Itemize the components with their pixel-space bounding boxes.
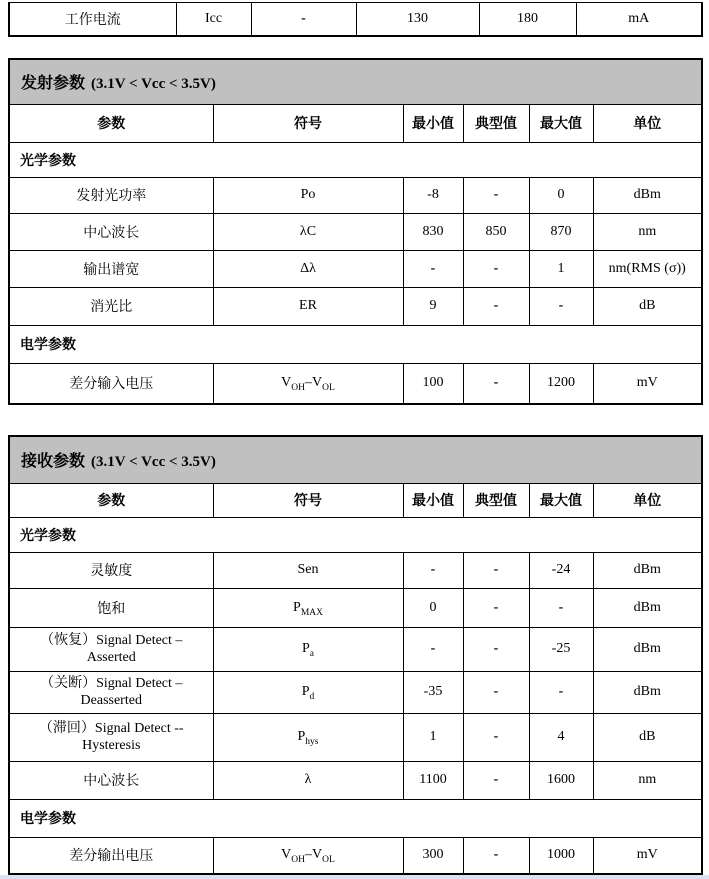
typ-cell: -: [463, 552, 529, 588]
unit-cell: dBm: [593, 177, 702, 213]
table-title: [9, 436, 702, 483]
col-header-min: 最小值: [403, 483, 463, 517]
col-header-typ: 典型值: [463, 483, 529, 517]
max-cell: 1000: [529, 837, 593, 874]
table-title-text: 接收参数: [21, 453, 86, 471]
max-cell: -: [529, 287, 593, 325]
param-cell: 饱和: [9, 588, 213, 627]
typ-cell: -: [463, 627, 529, 671]
section-row: [9, 799, 702, 837]
table-row: [9, 3, 702, 36]
symbol-cell: λ: [213, 761, 403, 799]
min-cell: 100: [403, 363, 463, 404]
table-title-row: [9, 436, 702, 483]
typ-cell: 130: [356, 3, 479, 36]
min-cell: 0: [403, 588, 463, 627]
table-title-condition: (3.1V < Vcc < 3.5V): [91, 76, 216, 93]
min-cell: 1: [403, 713, 463, 761]
symbol-cell: λC: [213, 213, 403, 250]
symbol-cell: Po: [213, 177, 403, 213]
col-header-symbol: 符号: [213, 483, 403, 517]
max-cell: 4: [529, 713, 593, 761]
col-header-max: 最大值: [529, 104, 593, 142]
max-cell: -: [529, 588, 593, 627]
section-row: [9, 142, 702, 177]
param-cell: 中心波长: [9, 761, 213, 799]
unit-cell: mV: [593, 363, 702, 404]
max-cell: 1600: [529, 761, 593, 799]
tx-table: [8, 58, 703, 405]
col-header-symbol: 符号: [213, 104, 403, 142]
unit-cell: mV: [593, 837, 702, 874]
table-title-row: [9, 59, 702, 104]
symbol-cell: $P_{hys}$: [213, 713, 403, 761]
symbol-cell: $P_{MAX}$: [213, 588, 403, 627]
table-row: [9, 250, 702, 287]
table-row: [9, 627, 702, 671]
param-cell: 输出谱宽: [9, 250, 213, 287]
param-cell: 发射光功率: [9, 177, 213, 213]
max-cell: 1200: [529, 363, 593, 404]
param-cell: 消光比: [9, 287, 213, 325]
min-cell: 1100: [403, 761, 463, 799]
unit-cell: dBm: [593, 627, 702, 671]
param-cell: （恢复）Signal Detect – Asserted: [9, 627, 213, 671]
min-cell: 300: [403, 837, 463, 874]
typ-cell: -: [463, 671, 529, 713]
typ-cell: -: [463, 713, 529, 761]
rx-table: [8, 435, 703, 875]
unit-cell: mA: [576, 3, 702, 36]
symbol-cell: ER: [213, 287, 403, 325]
param-cell: 工作电流: [9, 3, 176, 36]
unit-cell: nm: [593, 213, 702, 250]
typ-cell: 850: [463, 213, 529, 250]
max-cell: -25: [529, 627, 593, 671]
param-cell: 中心波长: [9, 213, 213, 250]
max-cell: 1: [529, 250, 593, 287]
typ-cell: -: [463, 287, 529, 325]
min-cell: 9: [403, 287, 463, 325]
param-cell: 差分输出电压: [9, 837, 213, 874]
table-row: [9, 671, 702, 713]
unit-cell: dBm: [593, 671, 702, 713]
col-header-param: 参数: [9, 483, 213, 517]
param-cell: 灵敏度: [9, 552, 213, 588]
typ-cell: -: [463, 177, 529, 213]
table-row: [9, 761, 702, 799]
section-electrical: 电学参数: [9, 325, 702, 363]
col-header-min: 最小值: [403, 104, 463, 142]
section-row: [9, 517, 702, 552]
table-row: [9, 287, 702, 325]
col-header-unit: 单位: [593, 104, 702, 142]
min-cell: -: [251, 3, 356, 36]
table-row: [9, 177, 702, 213]
max-cell: -24: [529, 552, 593, 588]
min-cell: -8: [403, 177, 463, 213]
unit-cell: dBm: [593, 588, 702, 627]
table-title: [9, 59, 702, 104]
param-cell: （关断）Signal Detect – Deasserted: [9, 671, 213, 713]
section-optical: 光学参数: [9, 517, 702, 552]
unit-cell: dB: [593, 713, 702, 761]
table-row: [9, 713, 702, 761]
symbol-cell: $V_{OH}-V_{OL}$: [213, 363, 403, 404]
table-row: [9, 552, 702, 588]
symbol-cell: $P_a$: [213, 627, 403, 671]
section-electrical: 电学参数: [9, 799, 702, 837]
param-cell: （滞回）Signal Detect -- Hysteresis: [9, 713, 213, 761]
col-header-max: 最大值: [529, 483, 593, 517]
max-cell: 0: [529, 177, 593, 213]
section-row: [9, 325, 702, 363]
header-row: [9, 104, 702, 142]
top-table: [8, 2, 703, 37]
unit-cell: dB: [593, 287, 702, 325]
table-row: [9, 363, 702, 404]
typ-cell: -: [463, 761, 529, 799]
section-optical: 光学参数: [9, 142, 702, 177]
table-row: [9, 837, 702, 874]
min-cell: -: [403, 627, 463, 671]
symbol-cell: Sen: [213, 552, 403, 588]
bottom-page-strip: [0, 875, 709, 879]
header-row: [9, 483, 702, 517]
col-header-typ: 典型值: [463, 104, 529, 142]
col-header-unit: 单位: [593, 483, 702, 517]
col-header-param: 参数: [9, 104, 213, 142]
table-row: [9, 213, 702, 250]
unit-cell: dBm: [593, 552, 702, 588]
min-cell: -: [403, 552, 463, 588]
min-cell: 830: [403, 213, 463, 250]
param-cell: 差分输入电压: [9, 363, 213, 404]
typ-cell: -: [463, 250, 529, 287]
unit-cell: nm(RMS (σ)): [593, 250, 702, 287]
typ-cell: -: [463, 588, 529, 627]
symbol-cell: Δλ: [213, 250, 403, 287]
max-cell: 870: [529, 213, 593, 250]
symbol-cell: Icc: [176, 3, 251, 36]
table-title-text: 发射参数: [21, 75, 86, 93]
symbol-cell: $V_{OH}-V_{OL}$: [213, 837, 403, 874]
typ-cell: -: [463, 363, 529, 404]
max-cell: 180: [479, 3, 576, 36]
min-cell: -: [403, 250, 463, 287]
unit-cell: nm: [593, 761, 702, 799]
max-cell: -: [529, 671, 593, 713]
symbol-cell: $P_d$: [213, 671, 403, 713]
table-row: [9, 588, 702, 627]
min-cell: -35: [403, 671, 463, 713]
typ-cell: -: [463, 837, 529, 874]
table-title-condition: (3.1V < Vcc < 3.5V): [91, 454, 216, 471]
